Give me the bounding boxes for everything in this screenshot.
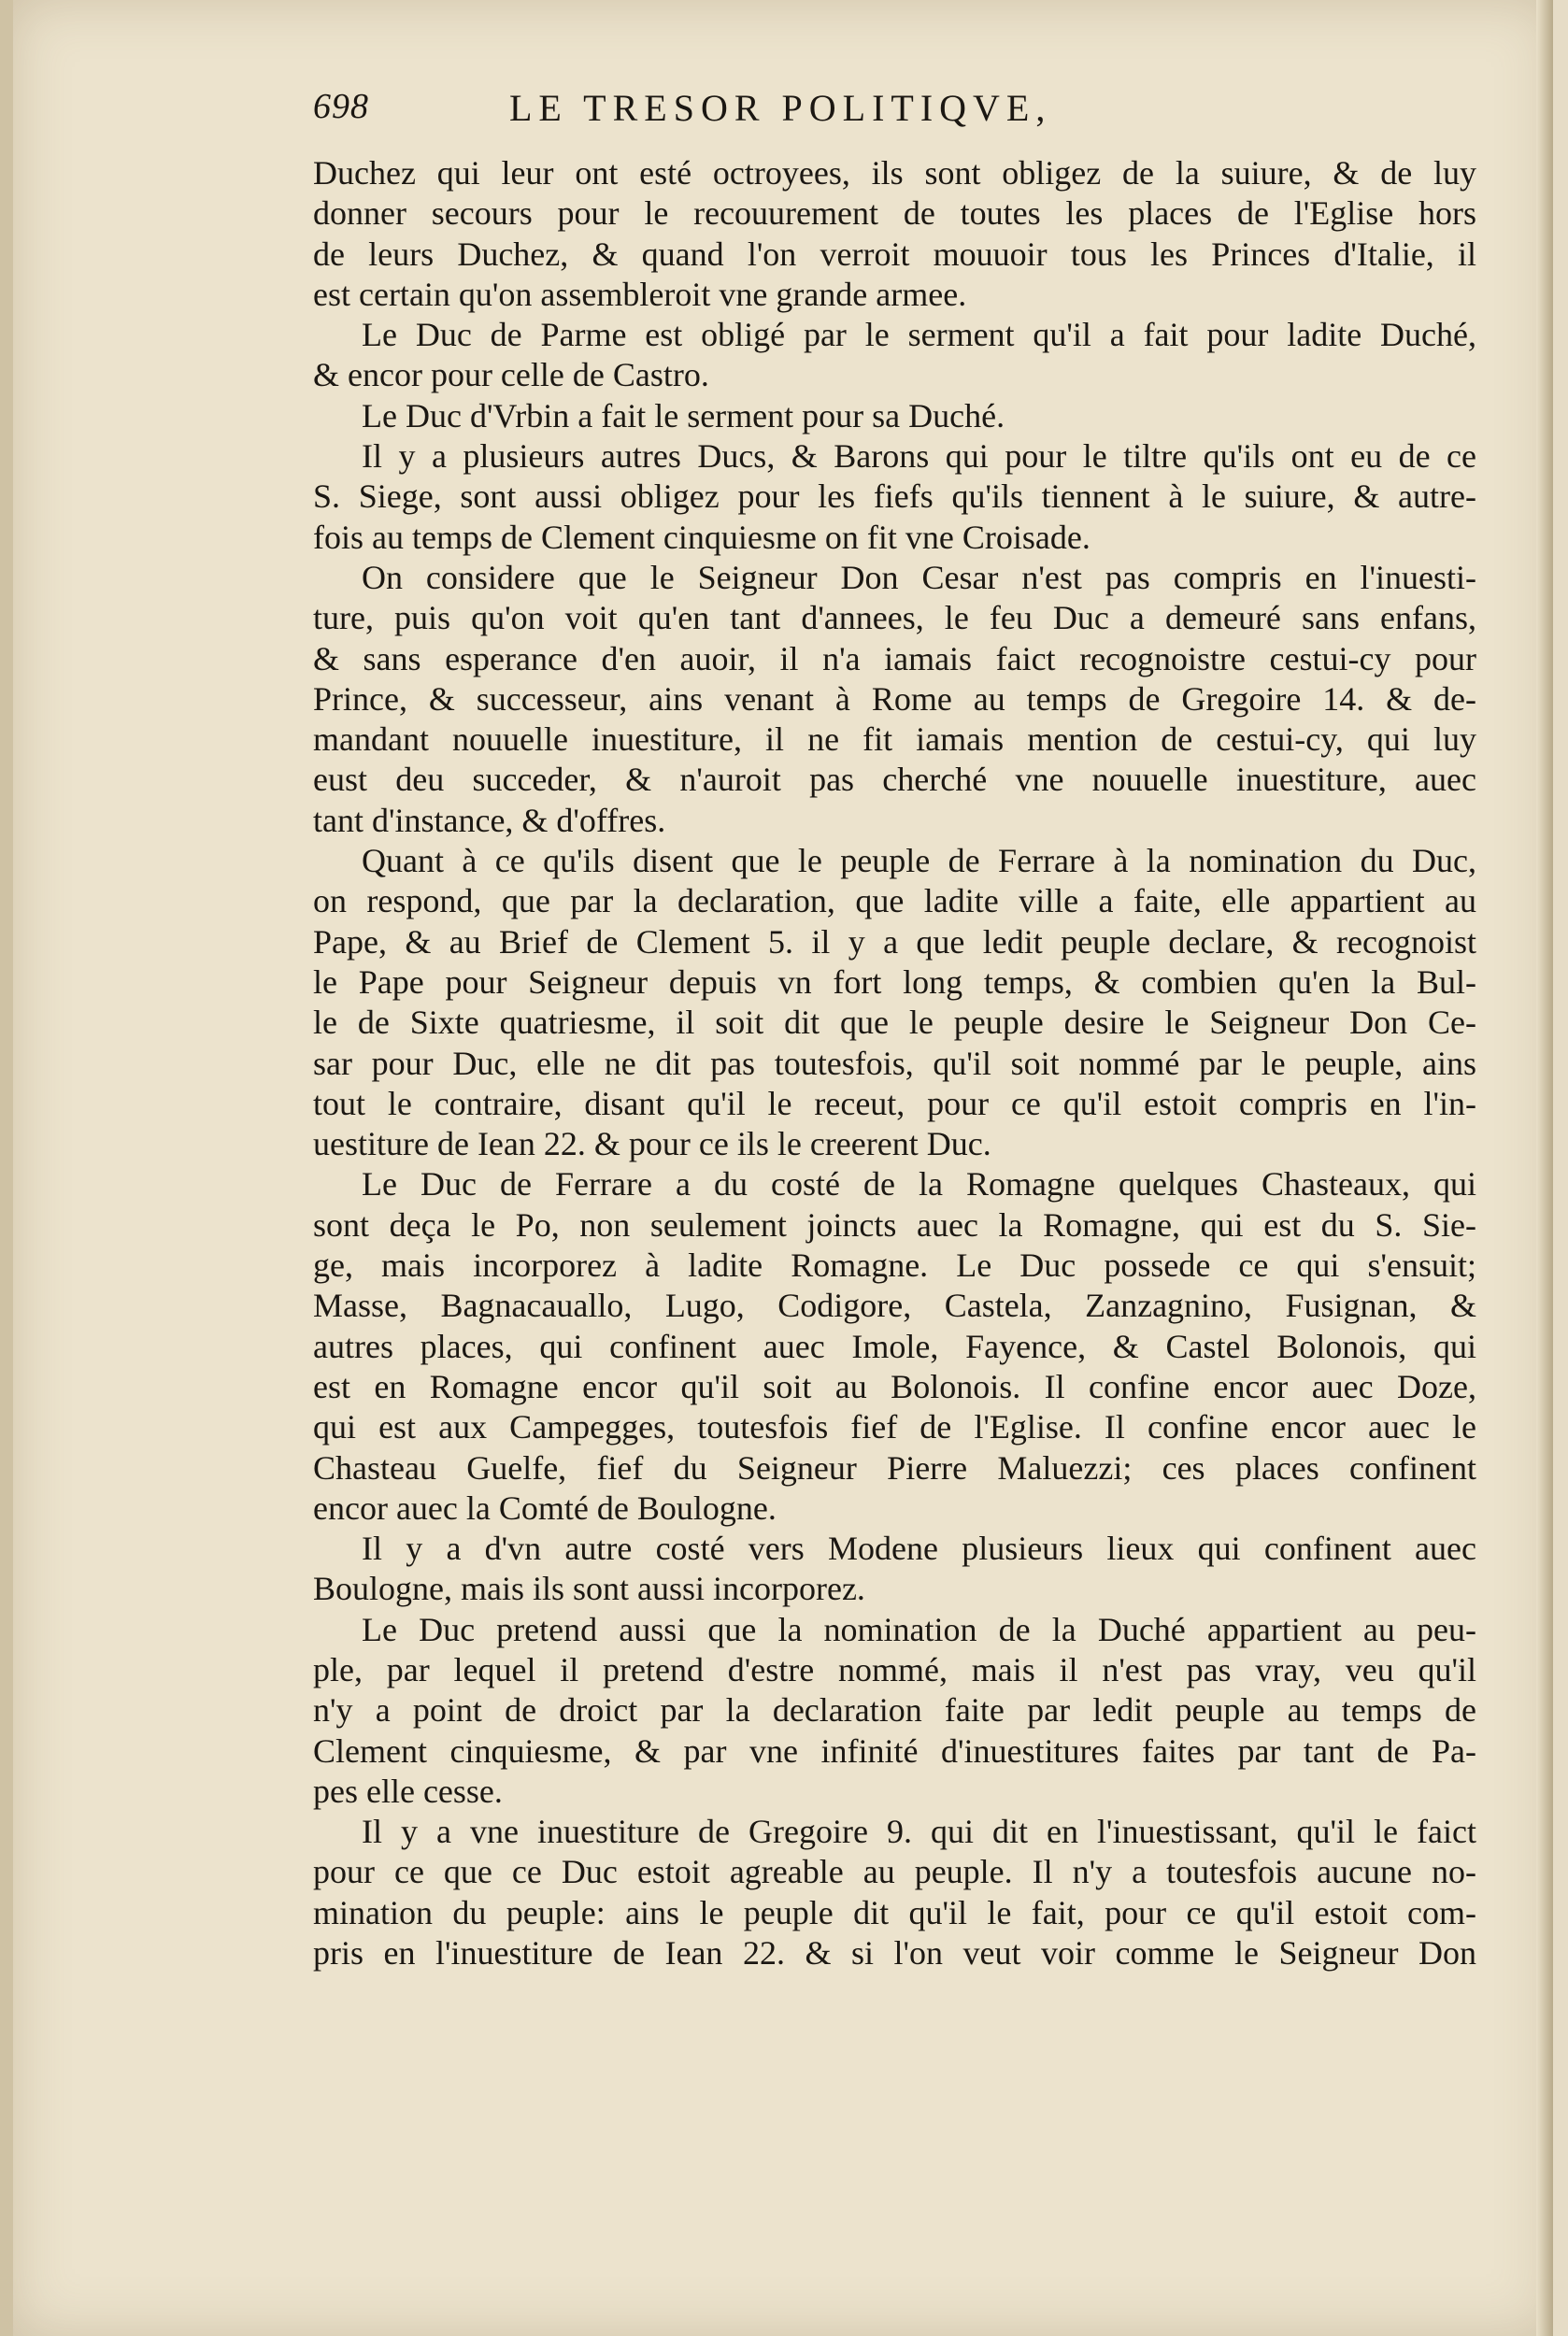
- text-line: Masse, Bagnacauallo, Lugo, Codigore, Castela, Zanzagnino, Fusignan, &: [313, 1287, 1476, 1325]
- text-line: & sans esperance d'en auoir, il n'a iamais faict recognoistre cestui-cy pour: [313, 639, 1476, 677]
- text-line: ple, par lequel il pretend d'estre nommé, mais il n'est pas vray, veu qu'il: [313, 1650, 1476, 1688]
- text-line: on respond, que par la declaration, que ladite ville a faite, elle appartient au: [313, 882, 1476, 920]
- text-line: On considere que le Seigneur Don Cesar n'est pas compris en l'inuesti-: [362, 558, 1476, 596]
- text-line: Chasteau Guelfe, fief du Seigneur Pierre Maluezzi; ces places confinent: [313, 1448, 1476, 1487]
- text-line: n'y a point de droict par la declaration faite par ledit peuple au temps de: [313, 1691, 1476, 1730]
- text-line: pour ce que ce Duc estoit agreable au peuple. Il n'y a toutesfois aucune no-: [313, 1853, 1476, 1891]
- text-line: donner secours pour le recouurement de toutes les places de l'Eglise hors: [313, 194, 1476, 233]
- text-line: eust deu succeder, & n'auroit pas cherché vne nouuelle inuestiture, auec: [313, 761, 1476, 799]
- text-line: pris en l'inuestiture de Iean 22. & si l'on veut voir comme le Seigneur Don: [313, 1934, 1476, 1973]
- body-text: [313, 153, 1476, 1973]
- text-line: Duchez qui leur ont esté octroyees, ils sont obligez de la suiure, & de luy: [313, 154, 1476, 192]
- text-line: Il y a d'vn autre costé vers Modene plusieurs lieux qui confinent auec: [362, 1530, 1476, 1568]
- text-line: mandant nouuelle inuestiture, il ne fit iamais mention de cestui-cy, qui luy: [313, 720, 1476, 759]
- text-line: Le Duc de Ferrare a du costé de la Romagne quelques Chasteaux, qui: [362, 1165, 1476, 1204]
- folio-number: 698: [313, 87, 369, 126]
- text-line: fois au temps de Clement cinquiesme on fit vne Croisade.: [313, 518, 1090, 556]
- text-line: Pape, & au Brief de Clement 5. il y a que ledit peuple declare, & recognoist: [313, 922, 1476, 961]
- text-line: S. Siege, sont aussi obligez pour les fiefs qu'ils tiennent à le suiure, & autre-: [313, 477, 1476, 516]
- text-line: tout le contraire, disant qu'il le receut, pour ce qu'il estoit compris en l'in-: [313, 1084, 1476, 1122]
- text-line: est certain qu'on assembleroit vne grande armee.: [313, 275, 967, 313]
- text-line: Il y a plusieurs autres Ducs, & Barons qui pour le tiltre qu'ils ont eu de ce: [362, 437, 1476, 476]
- text-line: le Pape pour Seigneur depuis vn fort long temps, & combien qu'en la Bul-: [313, 962, 1476, 1001]
- text-line: mination du peuple: ains le peuple dit qu'il le fait, pour ce qu'il estoit com-: [313, 1893, 1476, 1931]
- text-line: le de Sixte quatriesme, il soit dit que le peuple desire le Seigneur Don Ce-: [313, 1004, 1476, 1042]
- page-header: [313, 86, 1476, 153]
- book-gutter: [0, 0, 13, 2336]
- text-line: pes elle cesse.: [313, 1772, 503, 1810]
- page-edge-shadow: [1536, 0, 1553, 2336]
- text-line: Le Duc pretend aussi que la nomination de la Duché appartient au peu-: [362, 1610, 1476, 1648]
- text-line: Le Duc de Parme est obligé par le serment qu'il a fait pour ladite Duché,: [362, 316, 1476, 354]
- text-line: Quant à ce qu'ils disent que le peuple de Ferrare à la nomination du Duc,: [362, 842, 1476, 880]
- text-line: ture, puis qu'on voit qu'en tant d'annees, le feu Duc a demeuré sans enfans,: [313, 599, 1476, 637]
- text-line: Il y a vne inuestiture de Gregoire 9. qui dit en l'inuestissant, qu'il le faict: [362, 1813, 1476, 1851]
- text-line: est en Romagne encor qu'il soit au Bolonois. Il confine encor auec Doze,: [313, 1367, 1476, 1405]
- text-line: sont deça le Po, non seulement joincts auec la Romagne, qui est du S. Sie-: [313, 1205, 1476, 1244]
- page-content: [313, 86, 1476, 1973]
- text-line: ge, mais incorporez à ladite Romagne. Le Duc possede ce qui s'ensuit;: [313, 1246, 1476, 1285]
- text-line: & encor pour celle de Castro.: [313, 356, 709, 394]
- text-line: Clement cinquiesme, & par vne infinité d'inuestitures faites par tant de Pa-: [313, 1731, 1476, 1770]
- text-line: sar pour Duc, elle ne dit pas toutesfois, qu'il soit nommé par le peuple, ains: [313, 1044, 1476, 1082]
- running-head: LE TRESOR POLITIQVE,: [509, 87, 1052, 129]
- text-line: tant d'instance, & d'offres.: [313, 801, 666, 839]
- text-line: Le Duc d'Vrbin a fait le serment pour sa Duché.: [362, 396, 1005, 434]
- text-line: autres places, qui confinent auec Imole, Fayence, & Castel Bolonois, qui: [313, 1327, 1476, 1365]
- text-line: encor auec la Comté de Boulogne.: [313, 1488, 777, 1527]
- text-line: qui est aux Campegges, toutesfois fief de l'Eglise. Il confine encor auec le: [313, 1408, 1476, 1446]
- text-line: uestiture de Iean 22. & pour ce ils le creerent Duc.: [313, 1125, 991, 1163]
- text-line: Prince, & successeur, ains venant à Rome au temps de Gregoire 14. & de-: [313, 679, 1476, 718]
- text-line: Boulogne, mais ils sont aussi incorporez.: [313, 1570, 865, 1608]
- text-line: de leurs Duchez, & quand l'on verroit mouuoir tous les Princes d'Italie, il: [313, 235, 1476, 273]
